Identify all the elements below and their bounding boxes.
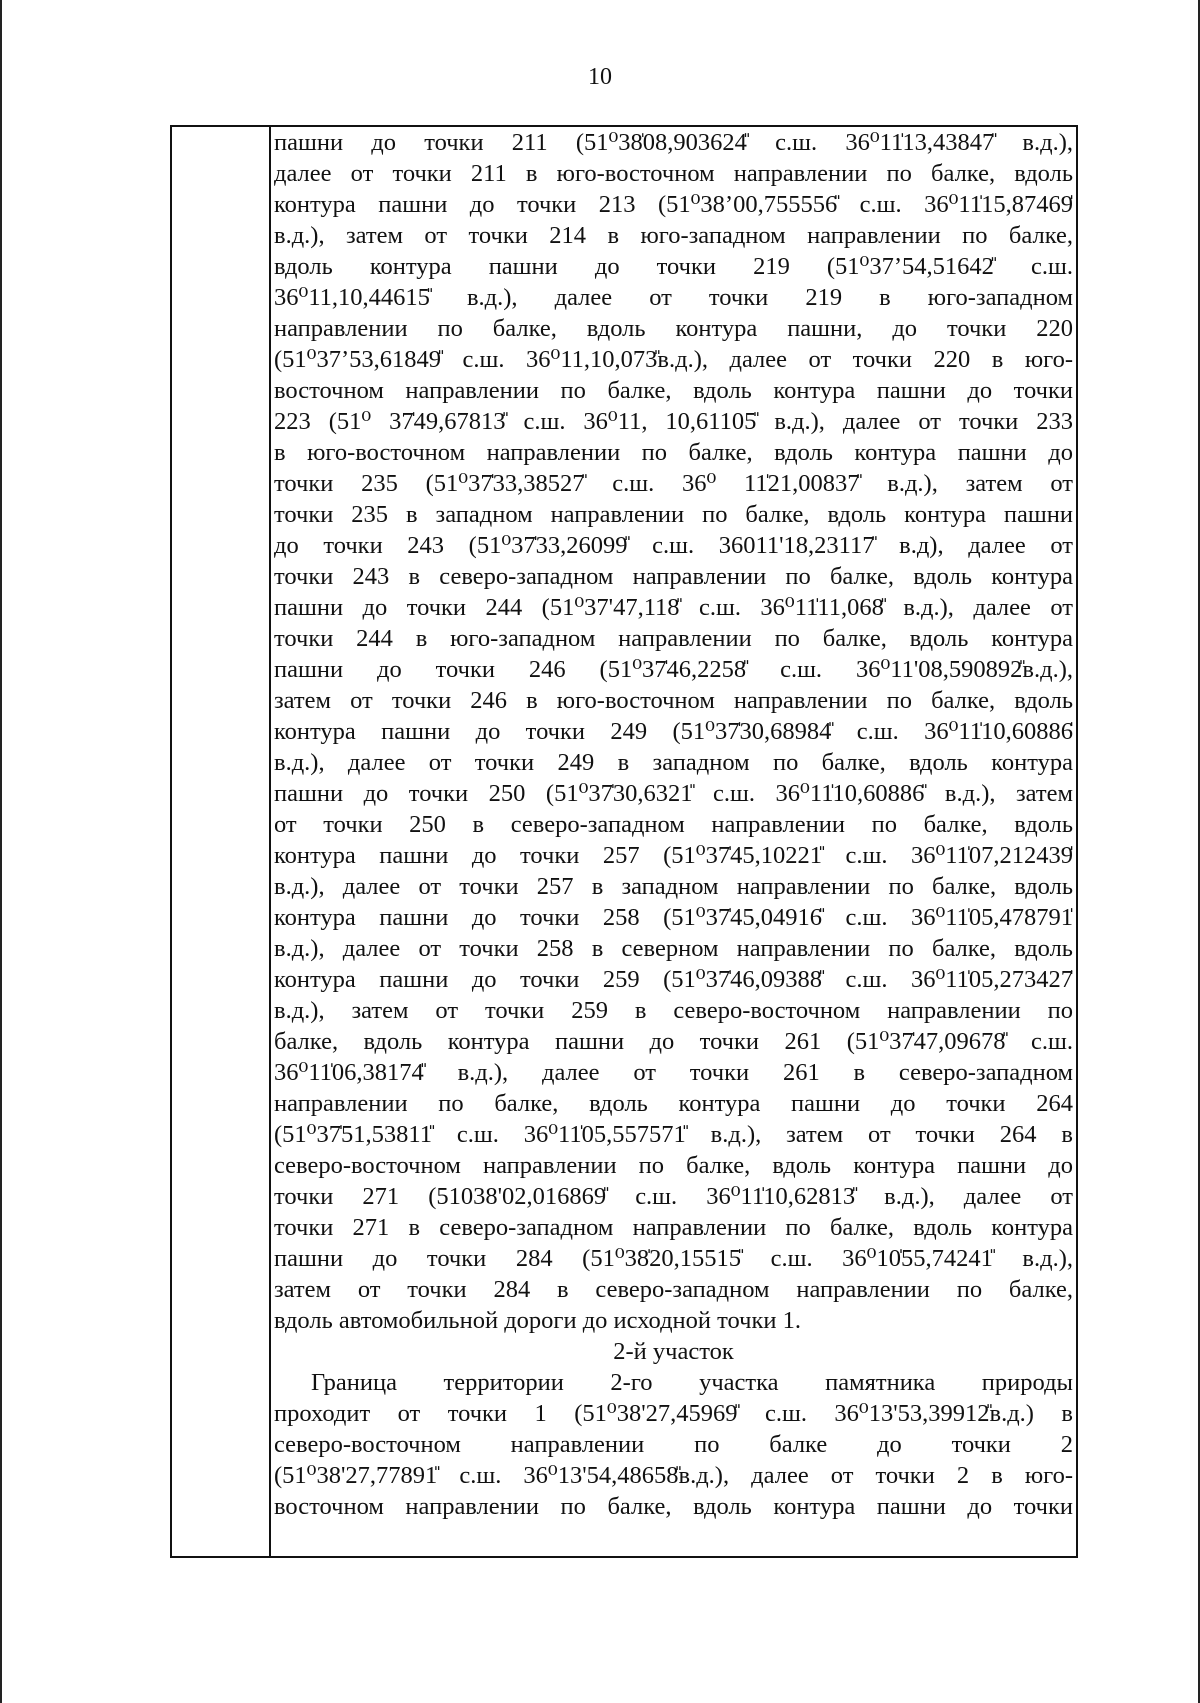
text-line: северо-восточном направлении по балке до точки 2 <box>274 1431 1073 1458</box>
text-line: пашни до точки 244 (51⁰37'47,118̎ с.ш. 36⁰11̍11,068̎ в.д.), далее от <box>274 594 1073 621</box>
text-line: затем от точки 284 в северо-западном направлении по балке, <box>274 1276 1073 1303</box>
text-line: пашни до точки 211 (51⁰38̍08,903624̎ с.ш. 36⁰11̍13,43847̎ в.д.), <box>274 129 1073 156</box>
text-line: контура пашни до точки 257 (51⁰37̍45,10221̎ с.ш. 36⁰11̍07,212439̎ <box>274 842 1073 869</box>
section-heading: 2-й участок <box>613 1338 734 1365</box>
text-line: в.д.), далее от точки 257 в западном направлении по балке, вдоль <box>274 873 1073 900</box>
text-line: контура пашни до точки 249 (51⁰37̍30,68984̎ с.ш. 36⁰11̍10,60886̎ <box>274 718 1073 745</box>
text-line: точки 244 в юго-западном направлении по балке, вдоль контура <box>274 625 1073 652</box>
text-line: направлении по балке, вдоль контура пашни, до точки 220 <box>274 315 1073 342</box>
text-line: 223 (51⁰ 37̍49,67813̎ с.ш. 36⁰11, 10,61105̎ в.д.), далее от точки 233 <box>274 408 1073 435</box>
text-line: в.д.), затем от точки 259 в северо-восточном направлении по <box>274 997 1073 1024</box>
text-line: пашни до точки 246 (51⁰37̍46,2258̎ с.ш. 36⁰11'08,590892̎в.д.), <box>274 656 1073 683</box>
text-line: (51⁰38'27,77891̎ с.ш. 36⁰13'54,48658̎в.д.), далее от точки 2 в юго- <box>274 1462 1073 1489</box>
text-line: контура пашни до точки 213 (51⁰38’00,755556̎ с.ш. 36⁰11̍15,87469̎ <box>274 191 1073 218</box>
document-table <box>170 125 1078 1558</box>
text-line: контура пашни до точки 258 (51⁰37̍45,04916̎ с.ш. 36⁰11̍05,478791̎ <box>274 904 1073 931</box>
text-line: в юго-восточном направлении по балке, вдоль контура пашни до <box>274 439 1073 466</box>
text-line: в.д.), далее от точки 249 в западном по балке, вдоль контура <box>274 749 1073 776</box>
text-line: от точки 250 в северо-западном направлении по балке, вдоль <box>274 811 1073 838</box>
text-line: 36⁰11̍06,38174̎ в.д.), далее от точки 261 в северо-западном <box>274 1059 1073 1086</box>
scan-edge-left <box>0 0 2 1703</box>
text-line: (51⁰37̍51,53811̎ с.ш. 36⁰11̍05,557571̎ в.д.), затем от точки 264 в <box>274 1121 1073 1148</box>
text-line: балке, вдоль контура пашни до точки 261 (51⁰37̍47,09678̎ с.ш. <box>274 1028 1073 1055</box>
text-line: направлении по балке, вдоль контура пашни до точки 264 <box>274 1090 1073 1117</box>
text-line: в.д.), далее от точки 258 в северном направлении по балке, вдоль <box>274 935 1073 962</box>
text-line: (51⁰37’53,61849̎ с.ш. 36⁰11,10,073̎в.д.), далее от точки 220 в юго- <box>274 346 1073 373</box>
text-line: точки 271 (51038'02,016869̎ с.ш. 36⁰11̍10,62813̎ в.д.), далее от <box>274 1183 1073 1210</box>
text-line: контура пашни до точки 259 (51⁰37̍46,09388̎ с.ш. 36⁰11̍05,273427̎ <box>274 966 1073 993</box>
text-line: восточном направлении по балке, вдоль контура пашни до точки <box>274 1493 1073 1520</box>
text-line: вдоль автомобильной дороги до исходной точки 1. <box>274 1307 801 1334</box>
text-line: точки 271 в северо-западном направлении по балке, вдоль контура <box>274 1214 1073 1241</box>
table-text-column <box>271 127 1076 1556</box>
text-line: в.д.), затем от точки 214 в юго-западном направлении по балке, <box>274 222 1073 249</box>
text-line: до точки 243 (51⁰37̍33,26099̎ с.ш. 36011'18,23117̎ в.д), далее от <box>274 532 1073 559</box>
text-line: восточном направлении по балке, вдоль контура пашни до точки <box>274 377 1073 404</box>
text-line: пашни до точки 284 (51⁰38̍20,15515̎ с.ш. 36⁰10̍55,74241̎ в.д.), <box>274 1245 1073 1272</box>
text-line: далее от точки 211 в юго-восточном направлении по балке, вдоль <box>274 160 1073 187</box>
text-line: северо-восточном направлении по балке, вдоль контура пашни до <box>274 1152 1073 1179</box>
text-line: 36⁰11,10,44615̎ в.д.), далее от точки 219 в юго-западном <box>274 284 1073 311</box>
page-number: 10 <box>588 64 612 90</box>
text-line: Граница территории 2-го участка памятника природы <box>311 1369 1073 1396</box>
text-line: вдоль контура пашни до точки 219 (51⁰37’54,51642̎ с.ш. <box>274 253 1073 280</box>
table-left-column <box>172 127 271 1556</box>
text-line: затем от точки 246 в юго-восточном направлении по балке, вдоль <box>274 687 1073 714</box>
text-line: проходит от точки 1 (51⁰38'27,45969̎ с.ш. 36⁰13'53,39912̎в.д.) в <box>274 1400 1073 1427</box>
text-line: точки 235 (51⁰37̍33,38527̎ с.ш. 36⁰ 11̍21,00837̎ в.д.), затем от <box>274 470 1073 497</box>
text-line: точки 235 в западном направлении по балке, вдоль контура пашни <box>274 501 1073 528</box>
text-line: пашни до точки 250 (51⁰37̍30,6321̎ с.ш. 36⁰11̍10,60886̎ в.д.), затем <box>274 780 1073 807</box>
text-line: точки 243 в северо-западном направлении по балке, вдоль контура <box>274 563 1073 590</box>
